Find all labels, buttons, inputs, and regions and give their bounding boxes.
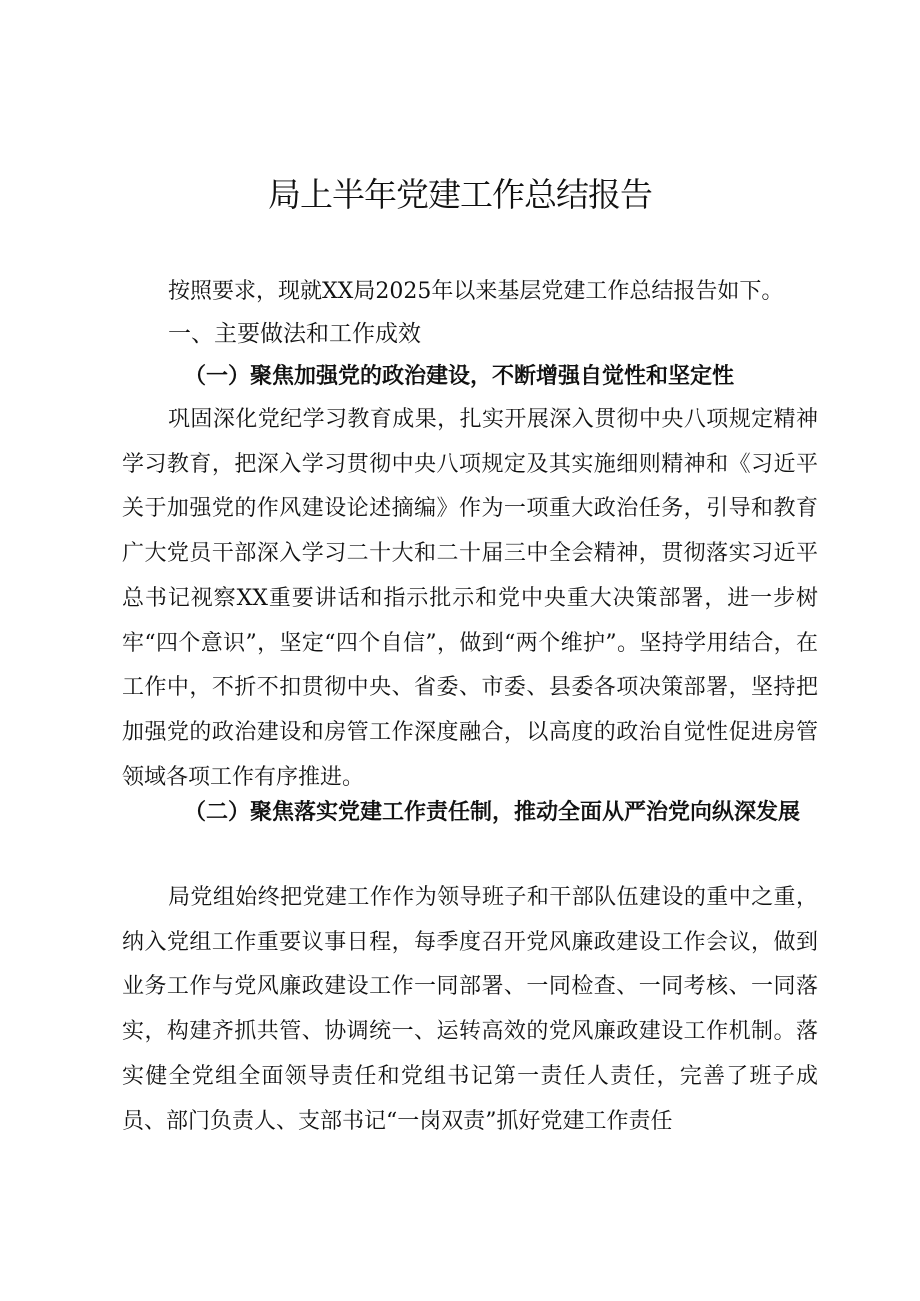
subsection-heading-responsibility-system: （二）聚焦落实党建工作责任制，推动全面从严治党向纵深发展 bbox=[184, 799, 801, 825]
paragraph-political-construction: 巩固深化党纪学习教育成果，扎实开展深入贯彻中央八项规定精神学习教育，把深入学习贯彻中央八项规定及其实施细则精神和《习近平关于加强党的作风建设论述摘编》作为一项重大政治任务，引导和教育广大党员干部深入学习二十大和二十届三中全会精神，贯彻落实习近平总书记视察XX重要讲话和指示批示和党中央重大决策部署，进一步树牢“四个意识”，坚定“四个自信”，做到“两个维护”。坚持学用结合，在工作中，不折不扣贯彻中央、省委、市委、县委各项决策部署，坚持把加强党的政治建设和房管工作深度融合，以高度的政治自觉性促进房管领域各项工作有序推进。 bbox=[122, 407, 818, 790]
subsection-heading-political-construction: （一）聚焦加强党的政治建设，不断增强自觉性和坚定性 bbox=[184, 363, 735, 389]
intro-paragraph: 按照要求，现就XX局2025年以来基层党建工作总结报告如下。 bbox=[168, 279, 784, 304]
paragraph-responsibility-system: 局党组始终把党建工作作为领导班子和干部队伍建设的重中之重，纳入党组工作重要议事日程，每季度召开党风廉政建设工作会议，做到业务工作与党风廉政建设工作一同部署、一同检查、一同考核、一同落实，构建齐抓共管、协调统一、运转高效的党风廉政建设工作机制。落实健全党组全面领导责任和党组书记第一责任人责任，完善了班子成员、部门负责人、支部书记“一岗双责”抓好党建工作责任 bbox=[122, 885, 818, 1134]
document-title: 局上半年党建工作总结报告 bbox=[268, 175, 652, 214]
section-heading-main-practices: 一、主要做法和工作成效 bbox=[168, 321, 421, 347]
